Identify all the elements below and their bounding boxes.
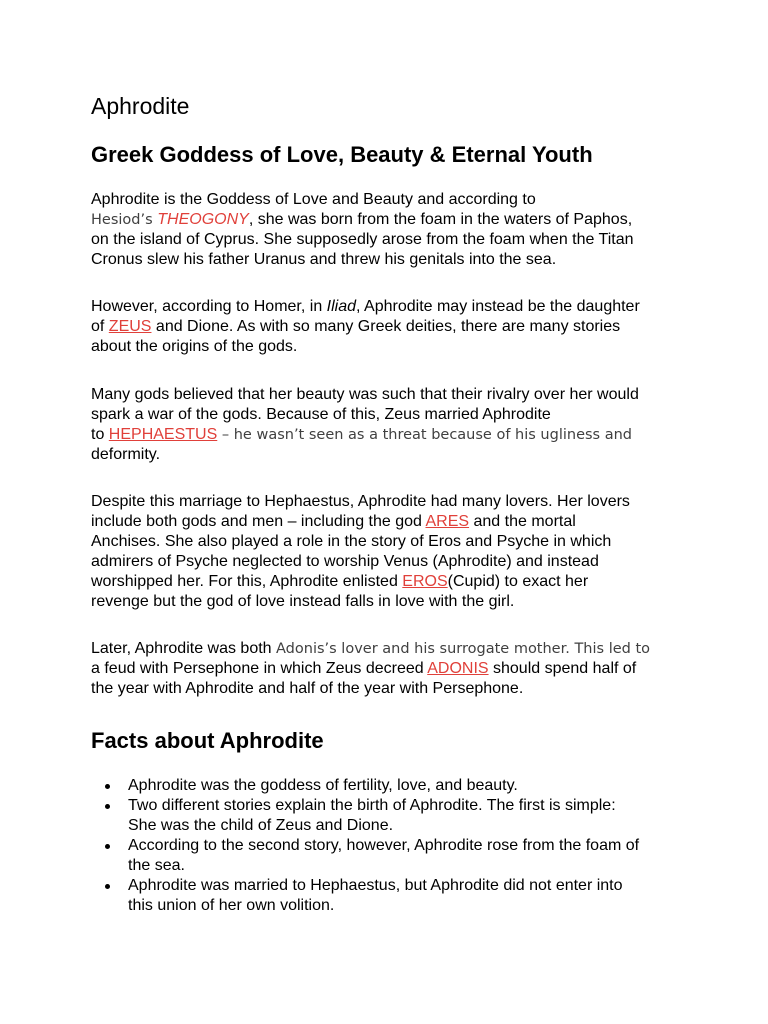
facts-list <box>91 776 639 916</box>
paragraph-line: to HEPHAESTUS – he wasn’t seen as a threat because of his ugliness and <box>91 426 632 443</box>
paragraph-line: include both gods and men – including the god ARES and the mortal <box>91 513 576 530</box>
paragraph-line: revenge but the god of love instead falls in love with the girl. <box>91 593 515 610</box>
paragraph-line: spark a war of the gods. Because of this, Zeus married Aphrodite <box>91 406 551 423</box>
list-item: Two different stories explain the birth of Aphrodite. The first is simple: She was the child of Zeus and Dione. <box>91 796 639 836</box>
paragraph-line: about the origins of the gods. <box>91 338 298 355</box>
paragraph-line: Later, Aphrodite was both Adonis’s lover and his surrogate mother. This led to <box>91 640 651 657</box>
paragraph-line: Anchises. She also played a role in the story of Eros and Psyche in which <box>91 533 612 550</box>
paragraph-line: a feud with Persephone in which Zeus decreed ADONIS should spend half of <box>91 660 637 677</box>
facts-heading: Facts about Aphrodite <box>91 728 324 753</box>
adonis-link[interactable]: ADONIS <box>427 660 489 677</box>
hephaestus-link[interactable]: HEPHAESTUS <box>108 426 218 443</box>
paragraph-line: However, according to Homer, in Iliad, Aphrodite may instead be the daughter <box>91 298 640 315</box>
zeus-link[interactable]: ZEUS <box>108 318 152 335</box>
list-item: According to the second story, however, Aphrodite rose from the foam of the sea. <box>91 836 639 876</box>
paragraph-line: the year with Aphrodite and half of the year with Persephone. <box>91 680 524 697</box>
paragraph-line: Many gods believed that her beauty was such that their rivalry over her would <box>91 386 639 403</box>
ares-link[interactable]: ARES <box>425 513 470 530</box>
list-item: Aphrodite was married to Hephaestus, but Aphrodite did not enter into this union of her own volition. <box>91 876 639 916</box>
paragraph-lovers <box>91 492 691 612</box>
paragraph-marriage <box>91 385 691 465</box>
iliad-title: Iliad <box>326 298 357 315</box>
paragraph-adonis <box>91 639 691 699</box>
paragraph-line: deformity. <box>91 446 161 463</box>
paragraph-line: Cronus slew his father Uranus and threw his genitals into the sea. <box>91 251 557 268</box>
paragraph-line: of ZEUS and Dione. As with so many Greek deities, there are many stories <box>91 318 621 335</box>
main-heading: Greek Goddess of Love, Beauty & Eternal Youth <box>91 142 593 167</box>
paragraph-birth <box>91 190 691 270</box>
paragraph-line: Aphrodite is the Goddess of Love and Beauty and according to <box>91 191 536 208</box>
eros-link[interactable]: EROS <box>402 573 448 590</box>
paragraph-line: on the island of Cyprus. She supposedly arose from the foam when the Titan <box>91 231 634 248</box>
paragraph-homer <box>91 297 691 357</box>
theogony-reference: THEOGONY <box>157 211 249 228</box>
paragraph-line: worshipped her. For this, Aphrodite enlisted EROS(Cupid) to exact her <box>91 573 589 590</box>
paragraph-line: Hesiod’s THEOGONY, she was born from the foam in the waters of Paphos, <box>91 211 633 228</box>
list-item: Aphrodite was the goddess of fertility, love, and beauty. <box>91 776 639 796</box>
paragraph-line: Despite this marriage to Hephaestus, Aphrodite had many lovers. Her lovers <box>91 493 630 510</box>
document-title: Aphrodite <box>91 93 190 119</box>
paragraph-line: admirers of Psyche neglected to worship Venus (Aphrodite) and instead <box>91 553 599 570</box>
